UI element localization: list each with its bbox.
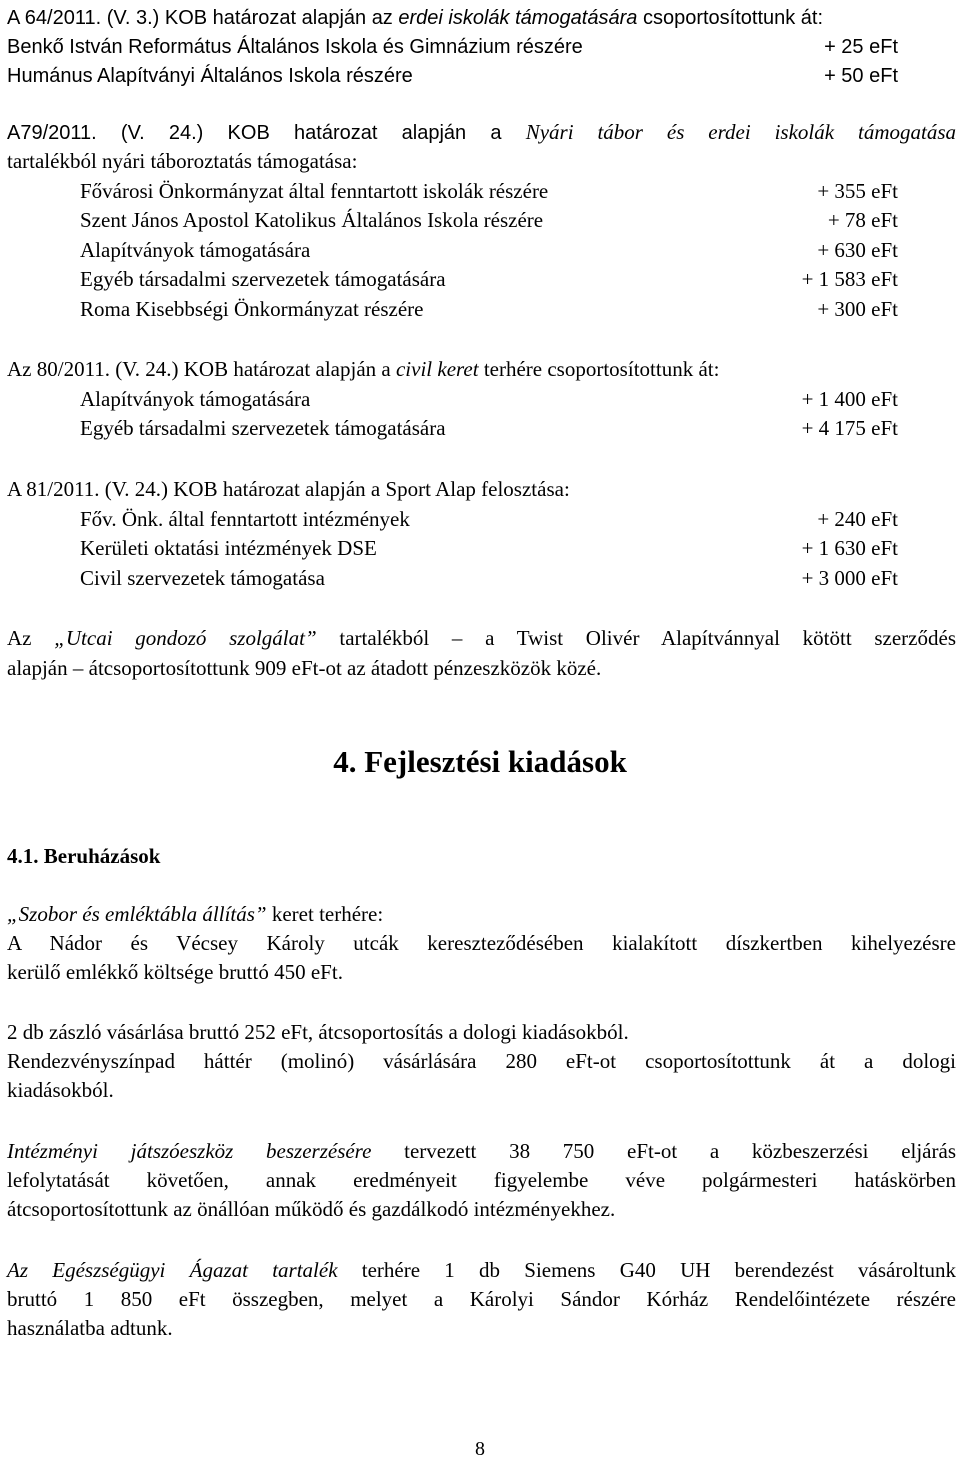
paragraph-egeszseg-line1 — [7, 1256, 956, 1284]
row-amount: + 300 eFt — [817, 297, 898, 321]
row-amount: + 25 eFt — [824, 36, 898, 58]
row-label: Roma Kisebbségi Önkormányzat részére — [80, 297, 424, 321]
text: terhére csoportosítottunk át: — [478, 357, 720, 381]
paragraph-jatszo-line1 — [7, 1137, 956, 1165]
row-label: Egyéb társadalmi szervezetek támogatására — [80, 267, 446, 291]
text: terhére 1 db Siemens G40 UH berendezést vásároltunk — [337, 1258, 956, 1282]
text: Az — [7, 626, 55, 650]
paragraph-64-intro — [7, 4, 823, 32]
text: csoportosítottunk át: — [637, 7, 824, 29]
paragraph-80-line1 — [7, 355, 719, 383]
section-heading: 4. Fejlesztési kiadások — [333, 744, 627, 779]
italic-text: „Szobor és emléktábla állítás” — [7, 902, 267, 926]
text: A 64/2011. (V. 3.) KOB határozat alapján az — [7, 7, 399, 29]
row-label: Fővárosi Önkormányzat által fenntartott iskolák részére — [80, 179, 549, 203]
paragraph-zaszlo-line2: Rendezvényszínpad háttér (molinó) vásárlására 280 eFt-ot csoportosítottunk át a dologi — [7, 1049, 956, 1073]
row-amount: + 355 eFt — [817, 179, 898, 203]
paragraph-zaszlo-line1: 2 db zászló vásárlása bruttó 252 eFt, átcsoportosítás a dologi kiadásokból. — [7, 1020, 629, 1044]
paragraph-79-line1 — [7, 118, 956, 147]
row-amount: + 1 630 eFt — [801, 536, 898, 560]
row-label: Alapítványok támogatására — [80, 387, 311, 411]
page-number: 8 — [475, 1438, 485, 1460]
italic-text: „Utcai gondozó szolgálat” — [54, 626, 317, 650]
row-label: Szent János Apostol Katolikus Általános Iskola részére — [80, 208, 544, 232]
italic-text: erdei iskolák támogatására — [398, 7, 638, 29]
paragraph-egeszseg-line2: bruttó 1 850 eFt összegben, melyet a Károlyi Sándor Kórház Rendelőintézete részére — [7, 1287, 956, 1311]
paragraph-jatszo-line2: lefolytatását követően, annak eredményeit figyelembe véve polgármesteri hatáskörben — [7, 1168, 956, 1192]
row-amount: + 630 eFt — [817, 238, 898, 262]
paragraph-szobor-line2: A Nádor és Vécsey Károly utcák kereszteződésében kialakított díszkertben kihelyezésre — [7, 931, 956, 955]
italic-text: civil keret — [395, 357, 479, 381]
text: A79/2011. (V. 24.) KOB határozat alapján a — [7, 122, 526, 144]
italic-text: Nyári tábor és erdei iskolák támogatása — [525, 120, 956, 144]
text: tartalékból – a Twist Olivér Alapítvánnyal kötött szerződés — [316, 626, 956, 650]
row-label: Benkő István Református Általános Iskola és Gimnázium részére — [7, 36, 583, 58]
row-label: Humánus Alapítványi Általános Iskola részére — [7, 65, 413, 87]
text: tervezett 38 750 eFt-ot a közbeszerzési eljárás — [371, 1139, 956, 1163]
row-amount: + 78 eFt — [827, 208, 898, 232]
paragraph-utcai-line1 — [7, 624, 956, 652]
row-amount: + 50 eFt — [824, 65, 898, 87]
text: Az 80/2011. (V. 24.) KOB határozat alapján a — [7, 357, 396, 381]
row-amount: + 3 000 eFt — [801, 566, 898, 590]
paragraph-szobor-line3: kerülő emlékkő költsége bruttó 450 eFt. — [7, 960, 343, 984]
row-amount: + 4 175 eFt — [801, 416, 898, 440]
paragraph-utcai-line2: alapján – átcsoportosítottunk 909 eFt-ot az átadott pénzeszközök közé. — [7, 656, 602, 680]
row-label: Civil szervezetek támogatása — [80, 566, 325, 590]
row-label: Főv. Önk. által fenntartott intézmények — [80, 507, 410, 531]
row-label: Kerületi oktatási intézmények DSE — [80, 536, 377, 560]
paragraph-zaszlo-line3: kiadásokból. — [7, 1078, 114, 1102]
paragraph-jatszo-line3: átcsoportosítottunk az önállóan működő és gazdálkodó intézményekhez. — [7, 1197, 616, 1221]
paragraph-egeszseg-line3: használatba adtunk. — [7, 1316, 173, 1340]
row-amount: + 240 eFt — [817, 507, 898, 531]
row-amount: + 1 400 eFt — [801, 387, 898, 411]
italic-text: Az Egészségügyi Ágazat tartalék — [7, 1258, 338, 1282]
row-amount: + 1 583 eFt — [801, 267, 898, 291]
subsection-heading: 4.1. Beruházások — [7, 844, 161, 868]
text: keret terhére: — [266, 902, 384, 926]
row-label: Egyéb társadalmi szervezetek támogatására — [80, 416, 446, 440]
paragraph-szobor-line1 — [7, 900, 383, 928]
row-label: Alapítványok támogatására — [80, 238, 311, 262]
paragraph-79-line2: tartalékból nyári táboroztatás támogatása: — [7, 149, 358, 173]
italic-text: Intézményi játszóeszköz beszerzésére — [7, 1139, 372, 1163]
paragraph-81-line1: A 81/2011. (V. 24.) KOB határozat alapján a Sport Alap felosztása: — [7, 477, 570, 501]
